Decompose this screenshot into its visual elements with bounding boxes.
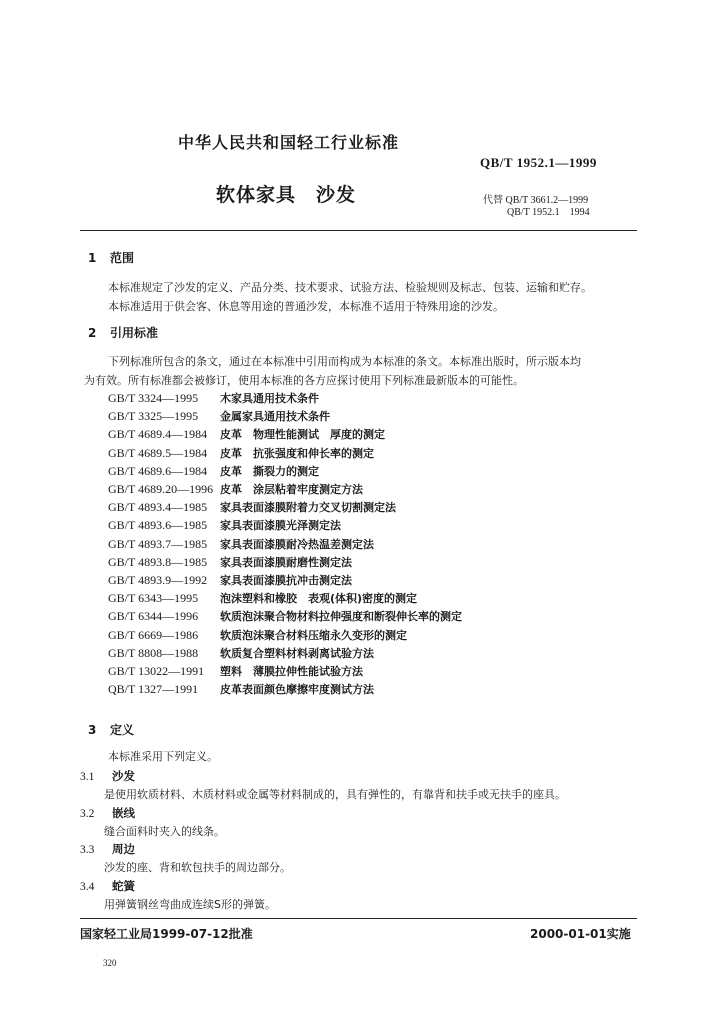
reference-code: GB/T 3324—1995: [108, 391, 199, 405]
reference-item: [108, 608, 462, 624]
issuing-organization: 中华人民共和国轻工行业标准: [178, 133, 400, 152]
reference-item: [108, 536, 374, 552]
definition-number: 3.2: [80, 807, 95, 820]
reference-code: GB/T 4893.8—1985: [108, 554, 208, 569]
definition-heading: [80, 878, 135, 894]
section-number: 2: [88, 326, 97, 340]
definition-text: 沙发的座、背和软包扶手的周边部分。: [104, 861, 291, 874]
reference-title: 家具表面漆膜光泽测定法: [220, 519, 341, 533]
reference-code: GB/T 4689.6—1984: [108, 463, 208, 478]
reference-item: [108, 499, 396, 515]
reference-title: 木家具通用技术条件: [220, 392, 319, 405]
reference-code: GB/T 4893.4—1985: [108, 500, 208, 515]
definition-heading: [80, 841, 135, 857]
references-intro-line-1: 下列标准所包含的条文，通过在本标准中引用而构成为本标准的条文。本标准出版时，所示版本均: [108, 355, 581, 368]
reference-code: GB/T 6343—1995: [108, 591, 199, 606]
replaces-line-1: 代替 QB/T 3661.2—1999: [483, 195, 589, 206]
reference-item: [108, 390, 319, 406]
section-number: 1: [88, 251, 97, 265]
definition-text: 用弹簧钢丝弯曲成连续S形的弹簧。: [104, 897, 276, 911]
definition-number: 3.1: [80, 771, 95, 783]
reference-code: QB/T 1327—1991: [108, 682, 199, 697]
reference-title: 皮革表面颜色摩擦牢度测试方法: [220, 683, 374, 697]
replaces-line-2: QB/T 1952.1 1994: [507, 207, 590, 218]
reference-code: GB/T 3325—1995: [108, 409, 199, 424]
definition-text: 缝合面料时夹入的线条。: [104, 824, 225, 838]
section-3-heading: [88, 721, 134, 738]
reference-code: GB/T 4893.9—1992: [108, 573, 208, 587]
definition-term: 嵌线: [112, 805, 135, 820]
reference-item: [108, 408, 330, 424]
reference-code: GB/T 4893.7—1985: [108, 536, 208, 551]
reference-item: [108, 426, 385, 442]
scope-paragraph-1: 本标准规定了沙发的定义、产品分类、技术要求、试验方法、检验规则及标志、包装、运输和贮存。: [108, 281, 592, 294]
standard-code: QB/T 1952.1—1999: [480, 155, 597, 170]
reference-title: 塑料 薄膜拉伸性能试验方法: [220, 665, 363, 678]
reference-code: GB/T 4893.6—1985: [108, 518, 208, 533]
reference-title: 皮革 物理性能测试 厚度的测定: [220, 428, 385, 442]
reference-code: GB/T 4689.4—1984: [108, 427, 208, 442]
reference-title: 皮革 抗张强度和伸长率的测定: [220, 446, 374, 460]
reference-title: 金属家具通用技术条件: [220, 410, 330, 424]
reference-item: [108, 463, 319, 479]
section-title: 定义: [110, 723, 135, 737]
reference-item: [108, 645, 374, 661]
reference-item: [108, 663, 363, 679]
definition-text: 是使用软质材料、木质材料或金属等材料制成的，具有弹性的，有靠背和扶手或无扶手的座具。: [104, 788, 566, 801]
reference-code: GB/T 4689.5—1984: [108, 445, 208, 460]
reference-code: GB/T 4689.20—1996: [108, 482, 214, 496]
document-title: 软体家具 沙发: [216, 184, 357, 206]
references-intro-line-2: 为有效。所有标准都会被修订，使用本标准的各方应探讨使用下列标准最新版本的可能性。: [84, 374, 524, 387]
reference-title: 软质泡沫聚合物材料拉伸强度和断裂伸长率的测定: [220, 610, 462, 624]
reference-title: 软质复合塑料材料剥离试验方法: [220, 646, 374, 660]
scope-paragraph-2: 本标准适用于供会客、休息等用途的普通沙发，本标准不适用于特殊用途的沙发。: [108, 300, 504, 313]
reference-item: [108, 481, 363, 497]
definition-heading: [80, 805, 135, 821]
reference-title: 皮革 涂层粘着牢度测定方法: [220, 483, 363, 496]
reference-code: GB/T 8808—1988: [108, 645, 199, 660]
definition-term: 沙发: [112, 769, 135, 783]
definition-number: 3.3: [80, 844, 95, 856]
reference-item: [108, 681, 374, 697]
reference-code: GB/T 13022—1991: [108, 664, 205, 678]
section-1-heading: [88, 249, 134, 266]
reference-item: [108, 590, 417, 606]
definition-heading: [80, 768, 135, 784]
reference-item: [108, 517, 341, 533]
reference-item: [108, 572, 352, 588]
section-number: 3: [88, 723, 97, 737]
reference-title: 家具表面漆膜耐磨性测定法: [220, 555, 352, 569]
reference-code: GB/T 6669—1986: [108, 627, 199, 642]
reference-title: 家具表面漆膜抗冲击测定法: [220, 574, 352, 587]
replaces-block: [483, 195, 590, 219]
definition-term: 蛇簧: [112, 878, 135, 893]
reference-item: [108, 445, 374, 461]
section-2-heading: [88, 324, 158, 341]
section-title: 范围: [110, 251, 135, 265]
reference-code: GB/T 6344—1996: [108, 609, 199, 624]
reference-title: 泡沫塑料和橡胶 表观(体积)密度的测定: [220, 592, 418, 606]
reference-item: [108, 554, 352, 570]
implementation-date: 2000-01-01实施: [530, 927, 631, 941]
definitions-intro: 本标准采用下列定义。: [108, 750, 218, 763]
reference-item: [108, 627, 407, 643]
approval-line: 国家轻工业局1999-07-12批准: [80, 927, 253, 941]
definition-number: 3.4: [80, 880, 95, 893]
reference-title: 家具表面漆膜耐冷热温差测定法: [220, 537, 374, 551]
footer-rule: [80, 918, 637, 919]
page-number: 320: [103, 958, 117, 968]
section-title: 引用标准: [110, 326, 159, 340]
header-rule: [80, 230, 637, 231]
reference-title: 家具表面漆膜附着力交叉切割测定法: [220, 501, 396, 515]
definition-term: 周边: [112, 842, 135, 856]
reference-title: 皮革 撕裂力的测定: [220, 464, 319, 478]
reference-title: 软质泡沫聚合材料压缩永久变形的测定: [220, 628, 407, 642]
